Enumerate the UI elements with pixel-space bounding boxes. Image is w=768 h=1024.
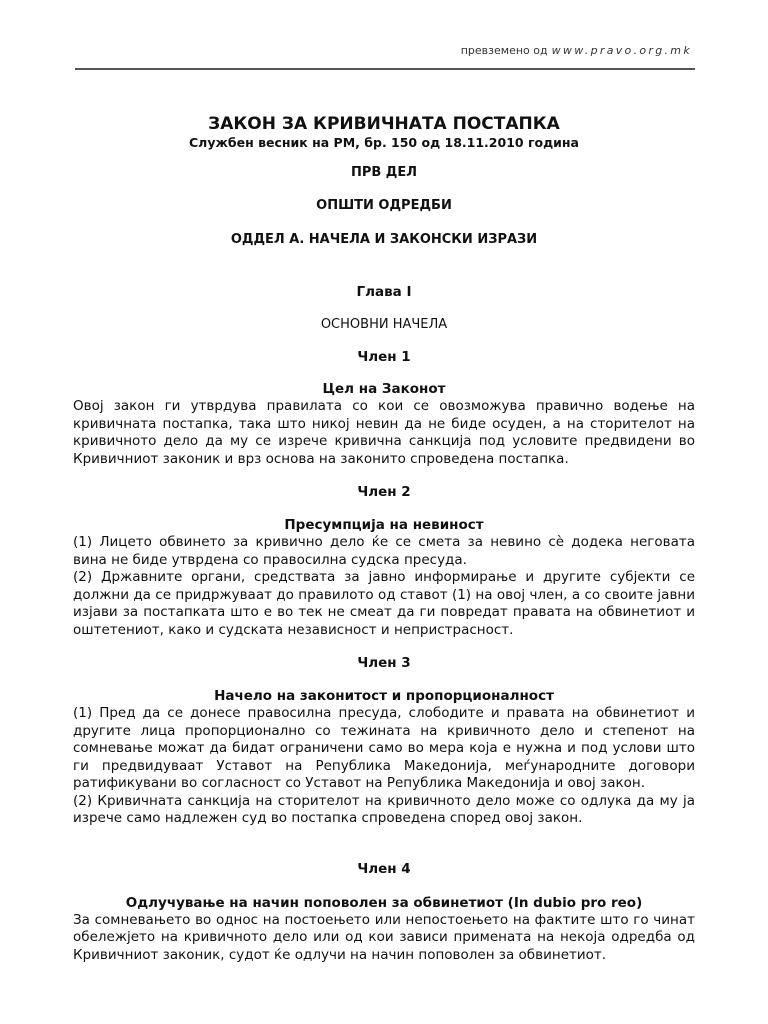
chapter-title: ОСНОВНИ НАЧЕЛА	[320, 317, 448, 332]
article-title: Одлучување на начин поповолен за обвинетиот (In dubio pro reo)	[125, 894, 643, 911]
chapter-heading: Глава I	[356, 284, 412, 300]
source-prefix: превземено од	[460, 44, 548, 57]
article-paragraph: Овој закон ги утврдува правилата со кои се овозможува правично водење на кривичната постапка, така што никој невин да не биде осуден, а на сторителот на кривичното дело да му се изрече кривична санкција под условите предвидени во Кривичниот законик и врз основа на законито спроведена постапка.	[73, 398, 695, 467]
part-heading: ПРВ ДЕЛ	[350, 165, 418, 180]
article-number: Член 2	[357, 484, 411, 500]
article-number: Член 3	[357, 655, 411, 671]
section-heading: ОДДЕЛ А. НАЧЕЛА И ЗАКОНСКИ ИЗРАЗИ	[230, 232, 538, 247]
source-site-link[interactable]: www.pravo.org.mk	[551, 44, 692, 57]
article-number: Член 4	[357, 860, 411, 877]
article-paragraph: (2) Државните органи, средствата за јавно информирање и другите субјекти се должни да се придржуваат до правилото од ставот (1) на овој член, а со своите јавни изјави за постапката што е во тек не смеат да ги повредат правата на обвинетиот и оштетениот, како и судската независност и непристрасност.	[73, 569, 695, 638]
header-divider	[75, 68, 695, 70]
article-title: Цел на Законот	[322, 381, 446, 397]
article-paragraph: (1) Лицето обвинето за кривично дело ќе се смета за невино сè додека неговата вина не биде утврдена со правосилна судска пресуда.	[73, 534, 695, 568]
law-title: ЗАКОН ЗА КРИВИЧНАТА ПОСТАПКА	[208, 114, 560, 134]
article-title: Пресумпција на невиност	[284, 517, 484, 533]
general-provisions-heading: ОПШТИ ОДРЕДБИ	[316, 198, 452, 213]
source-attribution	[461, 44, 692, 57]
article-paragraph: (2) Кривичната санкција на сторителот на кривичното дело може со одлука да му ја изрече само надлежен суд во постапка спроведена според овој закон.	[73, 792, 695, 826]
article-paragraph: За сомневањето во однос на постоењето или непостоењето на фактите што го чинат обележјето на кривичното дело или од кои зависи примената на некоја одредба од Кривичниот законик, судот ќе одлучи на начин поповолен за обвинетиот.	[73, 911, 695, 963]
article-paragraph: (1) Пред да се донесе правосилна пресуда, слободите и правата на обвинетиот и другите лица пропорционално со тежината на кривичното дело и степенот на сомневање можат да бидат ограничени само во мера која е нужна и под услови што ги предвидуваат Уставот на Република Македонија, меѓународните договори ратификувани во согласност со Уставот на Република Македонија и овој закон.	[73, 705, 695, 791]
article-title: Начело на законитост и пропорционалност	[214, 688, 554, 704]
article-number: Член 1	[357, 349, 411, 365]
gazette-reference: Службен весник на РМ, бр. 150 од 18.11.2010 година	[189, 135, 579, 150]
document-body	[73, 113, 695, 964]
